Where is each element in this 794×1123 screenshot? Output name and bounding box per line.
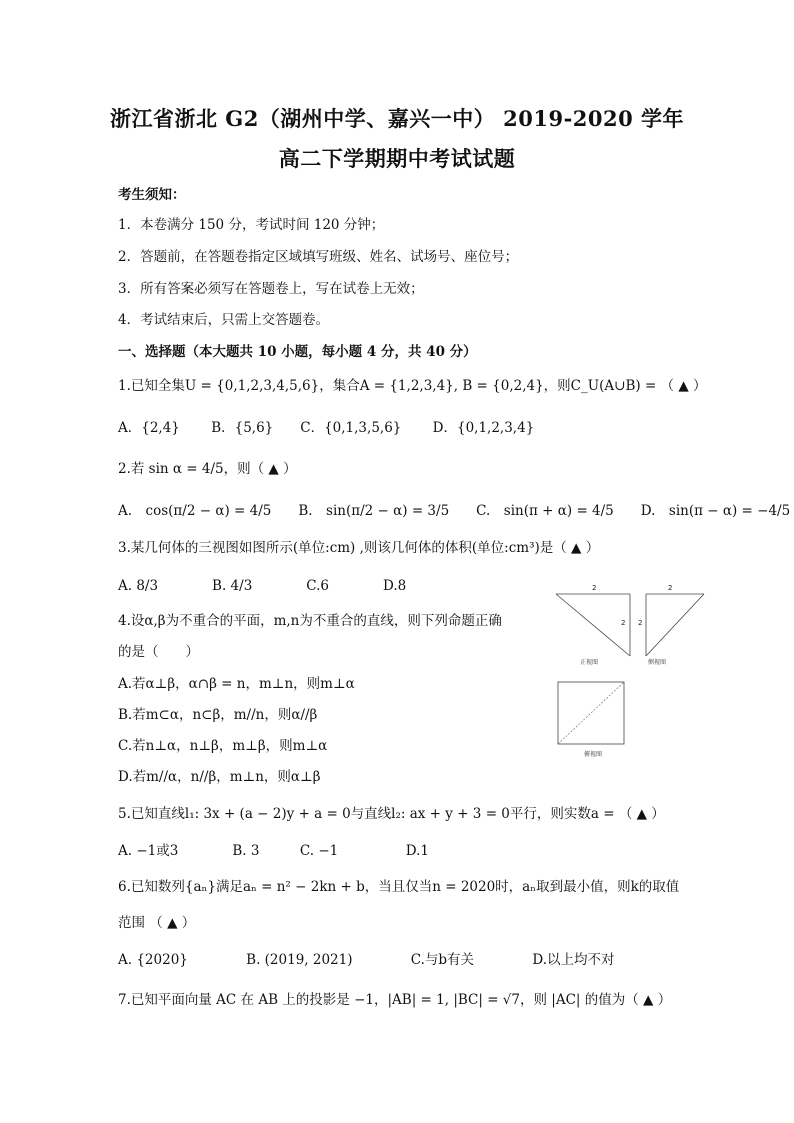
q2-stem: 2.若 sin α = 4/5，则（ ▲ ） — [118, 461, 297, 477]
top-view — [558, 682, 624, 758]
q1-stem: 1.已知全集U = {0,1,2,3,4,5,6}，集合A = {1,2,3,4}, B = {0,2,4}，则C_U(A∪B) = （ ▲ ） — [118, 378, 707, 394]
q3-options: A. 8/3 B. 4/3 C.6 D.8 — [118, 578, 407, 594]
q5-options: A. −1或3 B. 3 C. −1 D.1 — [118, 843, 429, 859]
q4-option-c: C.若n⊥α，n⊥β，m⊥β，则m⊥α — [118, 738, 328, 754]
q4-stem-line2: 的是（ ） — [118, 644, 199, 660]
q5-stem: 5.已知直线l₁: 3x + (a − 2)y + a = 0与直线l₂: ax + y + 3 = 0平行，则实数a = （ ▲ ） — [118, 806, 665, 822]
q4-stem-line1: 4.设α,β为不重合的平面，m,n为不重合的直线，则下列命题正确 — [118, 613, 502, 629]
notice-item-4: 4．考试结束后，只需上交答题卷。 — [118, 312, 330, 328]
side-view — [638, 584, 704, 666]
q1-options: A．{2,4} B．{5,6} C．{0,1,3,5,6} D．{0,1,2,3,4} — [118, 420, 535, 436]
q7-stem: 7.已知平面向量 AC 在 AB 上的投影是 −1，|AB| = 1, |BC| = √7，则 |AC| 的值为（ ▲ ） — [118, 992, 672, 1008]
side-view-label: 侧视图 — [648, 659, 667, 666]
q4-option-a: A.若α⊥β，α∩β = n，m⊥n，则m⊥α — [118, 676, 355, 692]
front-view-top-dim: 2 — [592, 584, 597, 592]
notice-heading: 考生须知： — [118, 187, 186, 203]
q2-options: A. cos(π/2 − α) = 4/5 B. sin(π/2 − α) = 3/5 C. sin(π + α) = 4/5 D. sin(π − α) = −4/5 — [118, 503, 791, 519]
front-view-label: 正视图 — [580, 659, 599, 666]
notice-item-1: 1．本卷满分 150 分，考试时间 120 分钟； — [118, 217, 385, 233]
section-heading: 一、选择题（本大题共 10 小题，每小题 4 分，共 40 分） — [118, 344, 477, 360]
front-view — [556, 584, 630, 666]
q6-stem-line2: 范围 （ ▲ ） — [118, 915, 196, 931]
q6-stem-line1: 6.已知数列{aₙ}满足aₙ = n² − 2kn + b，当且仅当n = 2020时，aₙ取到最小值，则k的取值 — [118, 879, 680, 895]
front-view-right-dim: 2 — [621, 619, 626, 627]
top-view-label: 俯视图 — [584, 751, 603, 758]
exam-title-line1: 浙江省浙北 G2（湖州中学、嘉兴一中） 2019-2020 学年 — [109, 106, 685, 131]
q6-options: A. {2020} B. (2019, 2021) C.与b有关 D.以上均不对 — [118, 952, 615, 968]
notice-item-3: 3．所有答案必须写在答题卷上，写在试卷上无效； — [118, 281, 424, 297]
side-view-top-dim: 2 — [668, 584, 673, 592]
notice-item-2: 2．答题前，在答题卷指定区域填写班级、姓名、试场号、座位号； — [118, 249, 519, 265]
three-view-figure — [548, 580, 718, 770]
side-view-left-dim: 2 — [638, 619, 643, 627]
q4-option-b: B.若m⊂α，n⊂β，m//n，则α//β — [118, 707, 318, 723]
exam-title-line2: 高二下学期期中考试试题 — [278, 146, 516, 171]
q4-option-d: D.若m//α，n//β，m⊥n，则α⊥β — [118, 769, 321, 785]
q3-stem: 3.某几何体的三视图如图所示(单位:cm) ,则该几何体的体积(单位:cm³)是（ ▲ ） — [118, 540, 600, 556]
